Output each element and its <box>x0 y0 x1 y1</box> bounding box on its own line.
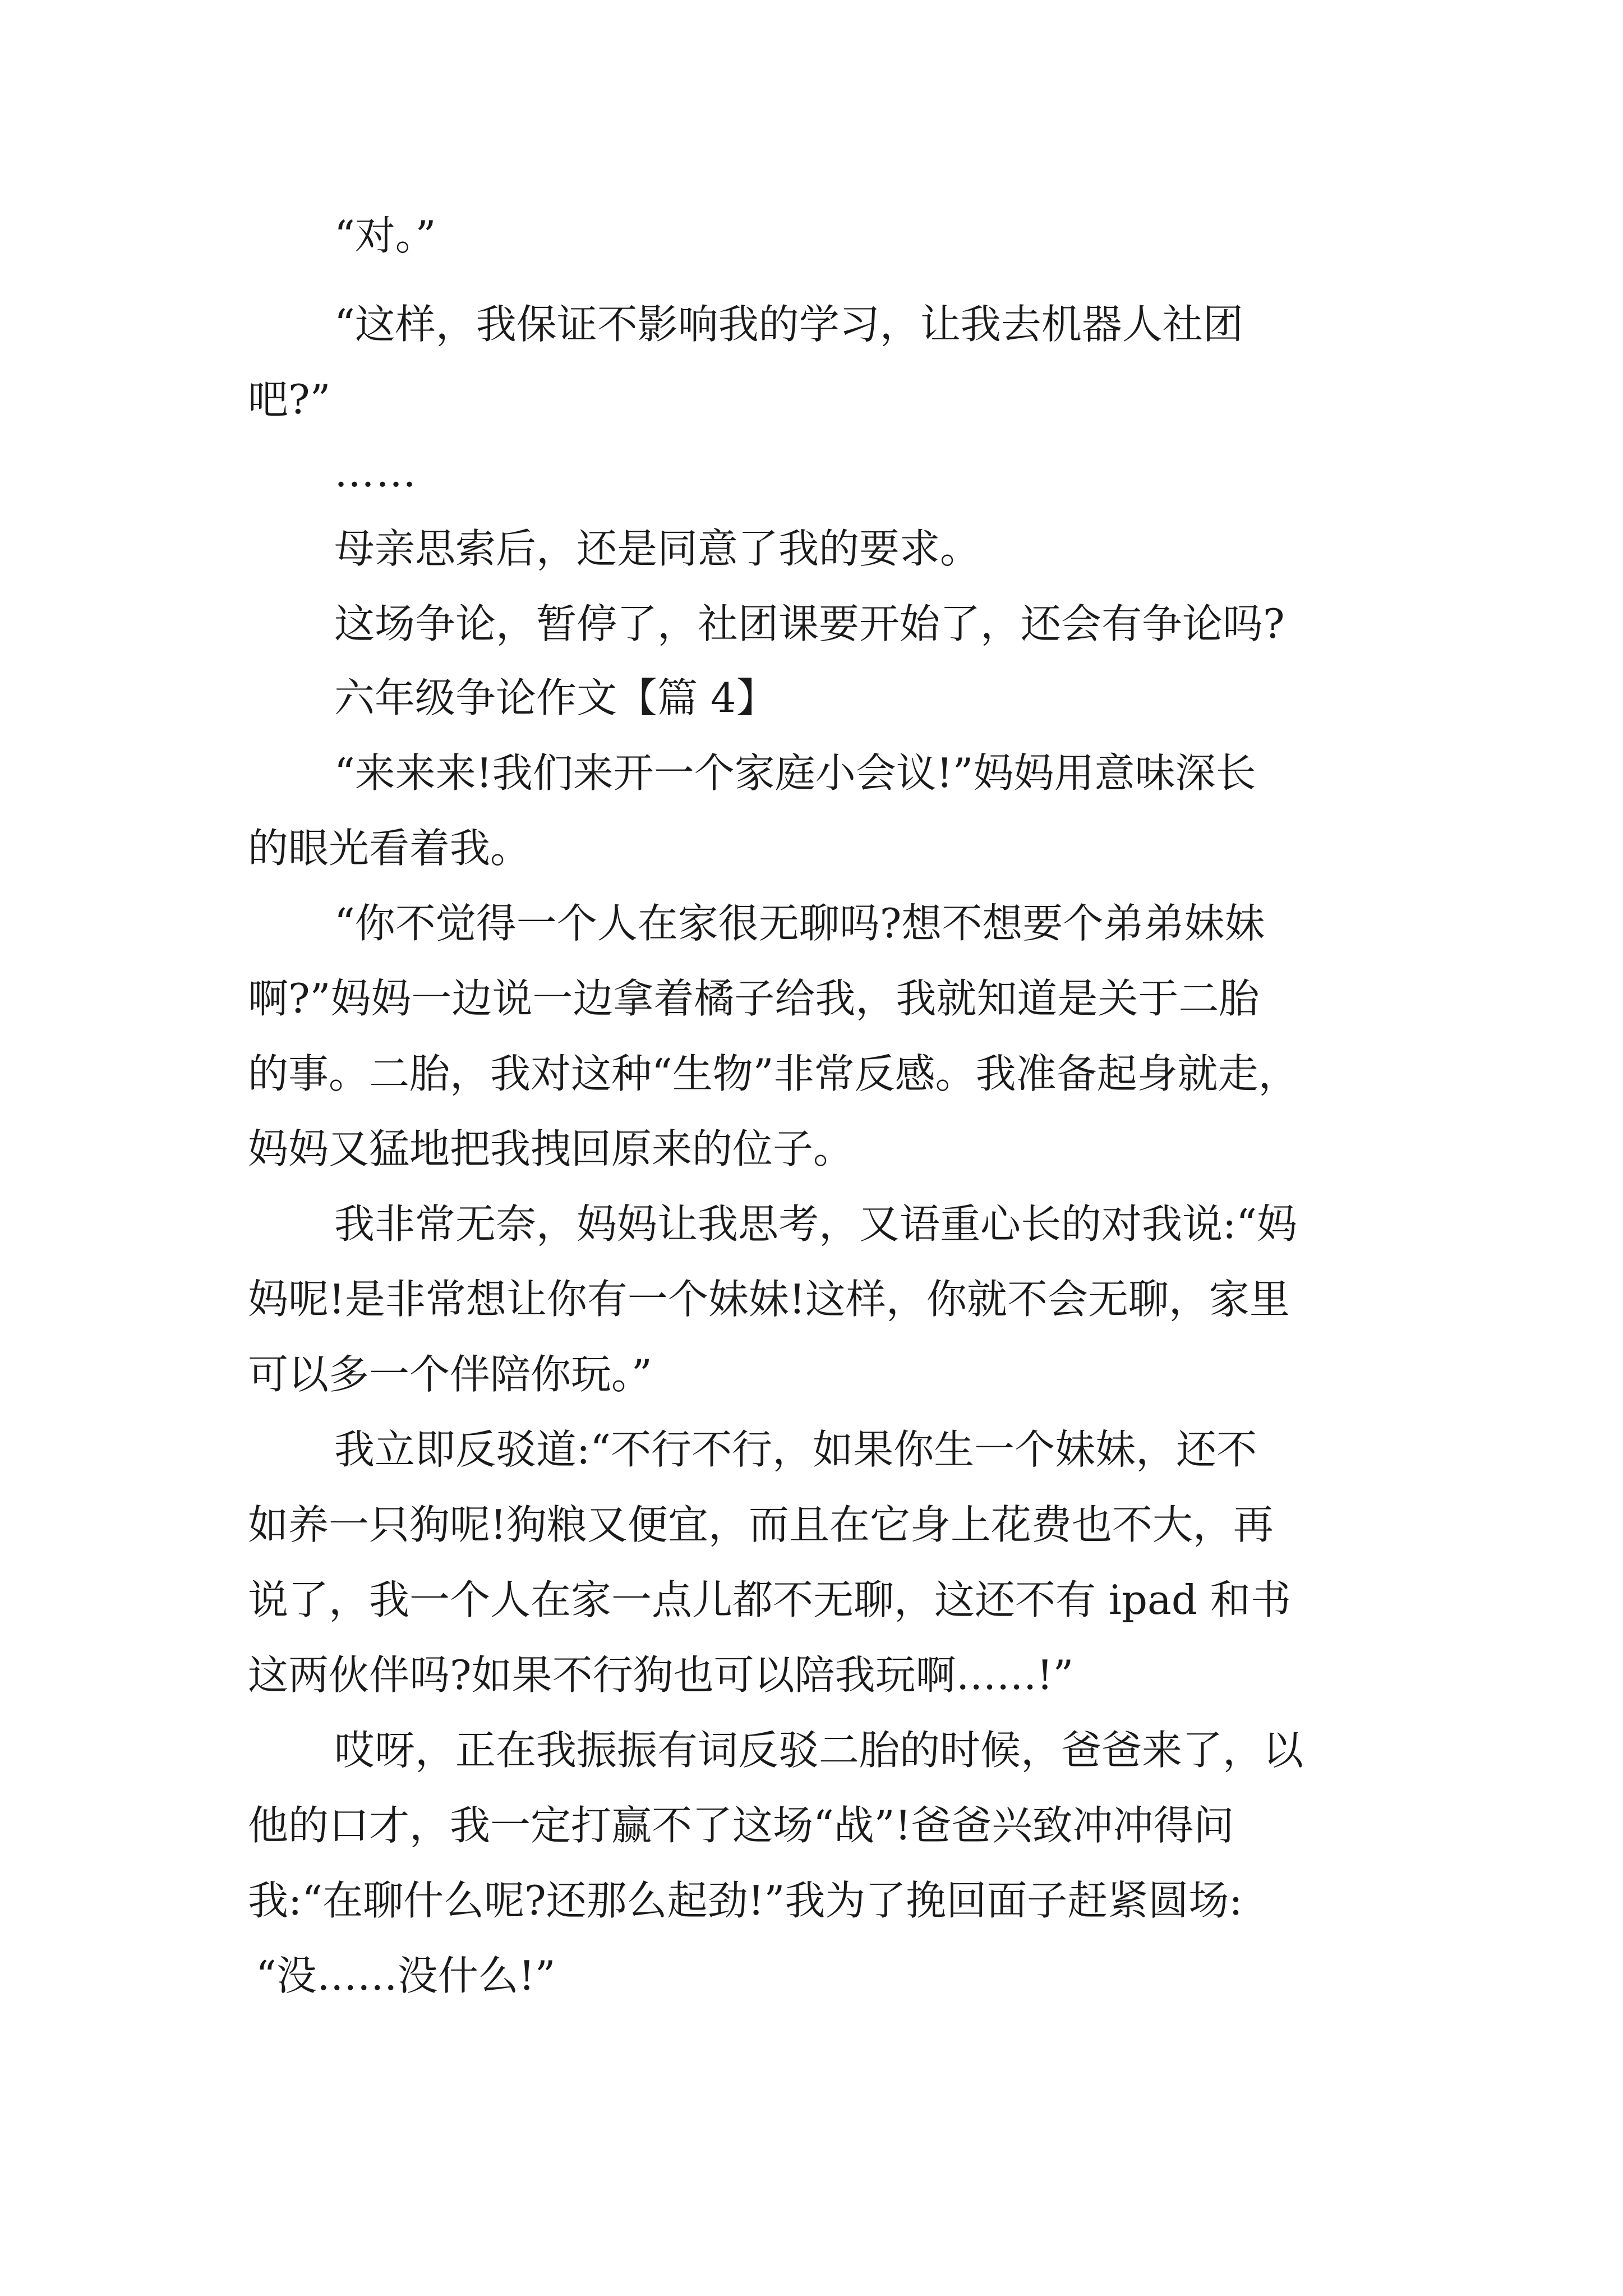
text-line: 我非常无奈，妈妈让我思考，又语重心长的对我说:“妈 <box>334 1200 1298 1248</box>
text-line: “你不觉得一个人在家很无聊吗?想不想要个弟弟妹妹 <box>334 900 1265 947</box>
text-line: 妈呢!是非常想让你有一个妹妹!这样，你就不会无聊，家里 <box>248 1276 1290 1323</box>
text-line: “来来来!我们来开一个家庭小会议!”妈妈用意味深长 <box>334 749 1256 797</box>
text-line: 的事。二胎，我对这种“生物”非常反感。我准备起身就走， <box>248 1050 1299 1097</box>
section-heading: 六年级争论作文【篇 4】 <box>334 674 777 721</box>
text-line: 我:“在聊什么呢?还那么起劲!”我为了挽回面子赶紧圆场: <box>248 1877 1243 1924</box>
text-line: 啊?”妈妈一边说一边拿着橘子给我，我就知道是关于二胎 <box>248 975 1260 1022</box>
text-line: …… <box>334 449 417 496</box>
text-line: “没……没什么!” <box>256 1952 556 1999</box>
text-line: 这两伙伴吗?如果不行狗也可以陪我玩啊……!” <box>248 1651 1074 1699</box>
text-line: “这样，我保证不影响我的学习，让我去机器人社团 <box>334 301 1243 348</box>
text-line: 吧?” <box>248 376 331 423</box>
text-line: 可以多一个伴陪你玩。” <box>248 1351 652 1398</box>
text-line: 哎呀，正在我振振有词反驳二胎的时候，爸爸来了，以 <box>334 1727 1304 1774</box>
text-line: 他的口才，我一定打赢不了这场“战”!爸爸兴致冲冲得问 <box>248 1802 1234 1849</box>
text-line: “对。” <box>334 212 436 259</box>
text-line: 的眼光看着我。 <box>248 825 531 872</box>
text-line: 我立即反驳道:“不行不行，如果你生一个妹妹，还不 <box>334 1426 1257 1473</box>
text-line: 这场争论，暂停了，社团课要开始了，还会有争论吗? <box>334 600 1285 647</box>
text-line: 母亲思索后，还是同意了我的要求。 <box>334 525 981 572</box>
text-line: 妈妈又猛地把我拽回原来的位子。 <box>248 1125 854 1172</box>
text-line: 如养一只狗呢!狗粮又便宜，而且在它身上花费也不大，再 <box>248 1501 1274 1548</box>
text-line: 说了，我一个人在家一点儿都不无聊，这还不有 ipad 和书 <box>248 1576 1291 1623</box>
